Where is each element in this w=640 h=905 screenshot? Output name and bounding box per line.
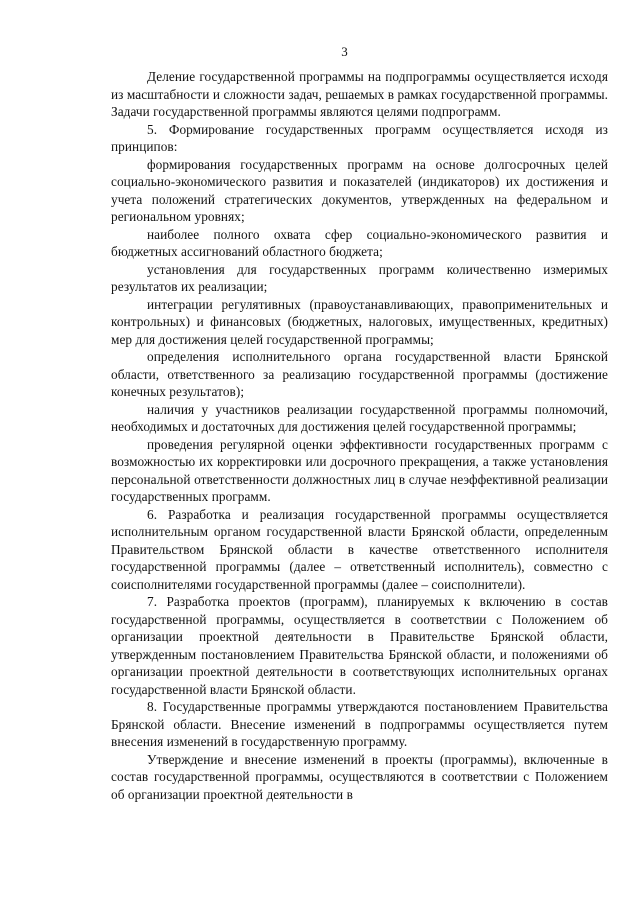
page-number: 3 — [341, 44, 348, 59]
paragraph-subprogram-division: Деление государственной программы на подпрограммы осуществляется исходя из масштабности и сложности задач, решаемых в рамках государственной программы. Задачи государственной программы являются целями подпрограмм. — [111, 69, 608, 119]
paragraph-principle-coverage: наиболее полного охвата сфер социально-экономического развития и бюджетных ассигнований областного бюджета; — [111, 226, 608, 259]
paragraph-projects-approval: Утверждение и внесение изменений в проекты (программы), включенные в состав государственной программы, осуществляются в соответствии с Положением об организации проектной деятельности в — [111, 751, 608, 802]
paragraph-item-7-projects: 7. Разработка проектов (программ), планируемых к включению в состав государственной программы, осуществляется в соответствии с Положением об организации проектной деятельности в Правительстве Брянской области, утвержденным постановлением Правительства Брянской области, и положениями об организации проектной деятельности в соответствующих исполнительных органах государственной власти Брянской области. — [111, 594, 608, 697]
document-body — [111, 68, 608, 803]
paragraph-principle-executive-body: определения исполнительного органа государственной власти Брянской области, ответственного за реализацию государственной программы (достижение конечных результатов); — [111, 349, 608, 399]
paragraph-item-5-principles: 5. Формирование государственных программ осуществляется исходя из принципов: — [111, 121, 608, 154]
paragraph-principle-powers: наличия у участников реализации государственной программы полномочий, необходимых и достаточных для достижения целей государственной программы; — [111, 401, 608, 434]
paragraph-principle-long-term-goals: формирования государственных программ на основе долгосрочных целей социально-экономического развития и показателей (индикаторов) их достижения и учета положений стратегических документов, утвержденных на федеральном и региональном уровнях; — [111, 156, 608, 224]
paragraph-principle-integration: интеграции регулятивных (правоустанавливающих, правоприменительных и контрольных) и финансовых (бюджетных, налоговых, имущественных, кредитных) мер для достижения целей государственной программы; — [111, 296, 608, 347]
paragraph-item-6-development: 6. Разработка и реализация государственной программы осуществляется исполнительным органом государственной власти Брянской области, определенным Правительством Брянской области в качестве ответственного исполнителя государственной программы (далее – ответственный исполнитель), совместно с соисполнителями государственной программы (далее – соисполнители). — [111, 506, 608, 592]
paragraph-principle-measurable-results: установления для государственных программ количественно измеримых результатов их реализации; — [111, 261, 608, 294]
paragraph-item-8-approval: 8. Государственные программы утверждаются постановлением Правительства Брянской области. Внесение изменений в подпрограммы осуществляется путем внесения изменений в государственную программу. — [111, 699, 608, 749]
paragraph-principle-evaluation: проведения регулярной оценки эффективности государственных программ с возможностью их корректировки или досрочного прекращения, а также установления персональной ответственности должностных лиц в случае неэффективной реализации государственных программ. — [111, 436, 608, 504]
